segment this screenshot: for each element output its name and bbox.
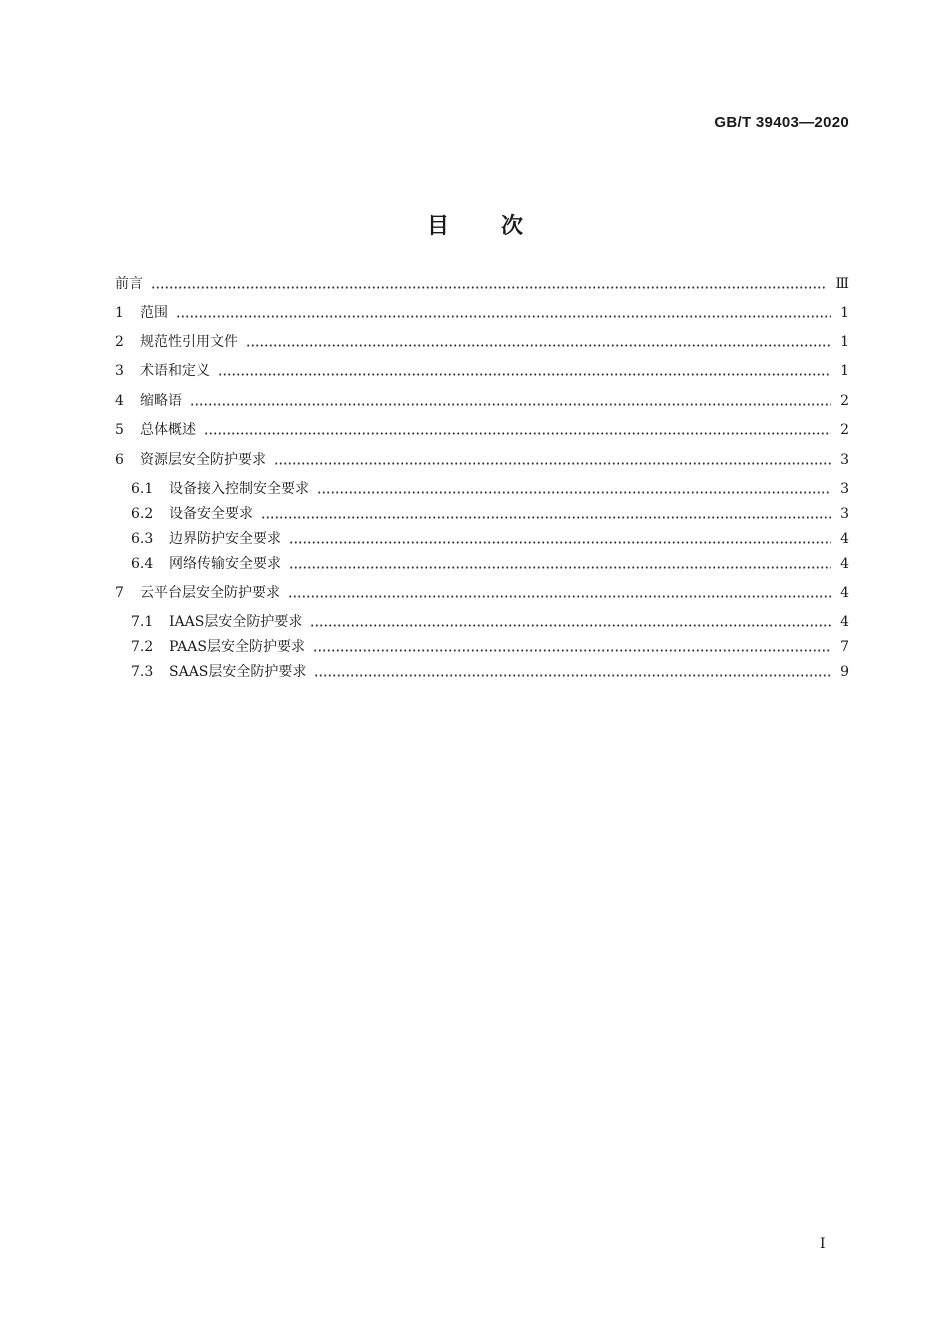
dot-leader [176, 315, 831, 318]
toc-entry-foreword[interactable] [115, 274, 849, 294]
toc-label: 范围 [140, 305, 168, 321]
toc-page: 1 [840, 334, 849, 350]
toc-number: 6.3 [131, 531, 154, 547]
toc-number: 7.2 [131, 639, 154, 655]
toc-entry-4[interactable] [115, 391, 849, 411]
toc-page: 3 [840, 452, 849, 468]
toc-page: 1 [840, 305, 849, 321]
toc-number: 1 [115, 305, 124, 321]
toc-entry-6-3[interactable] [131, 529, 849, 549]
toc-label: 缩略语 [140, 393, 182, 409]
toc-entry-6[interactable] [115, 450, 849, 470]
toc-number: 5 [115, 422, 124, 438]
dot-leader [313, 649, 831, 652]
toc-label: 设备安全要求 [169, 506, 253, 522]
toc-label: IAAS层安全防护要求 [169, 614, 303, 630]
toc-number: 3 [115, 363, 124, 379]
toc-page: 1 [840, 363, 849, 379]
toc-label: 前言 [115, 276, 143, 292]
toc-entry-6-2[interactable] [131, 504, 849, 524]
page-number: I [820, 1236, 826, 1252]
toc-entry-3[interactable] [115, 361, 849, 381]
dot-leader [288, 595, 831, 598]
toc-entry-5[interactable] [115, 420, 849, 440]
toc-entry-7-3[interactable] [131, 662, 849, 682]
toc-page: 3 [840, 481, 849, 497]
dot-leader [274, 462, 831, 465]
dot-leader [190, 403, 831, 406]
toc-page: 4 [840, 614, 849, 630]
toc-page: 4 [840, 585, 849, 601]
standard-code: GB/T 39403—2020 [714, 114, 849, 131]
dot-leader [246, 344, 831, 347]
toc-entry-6-4[interactable] [131, 554, 849, 574]
toc-page: 7 [840, 639, 849, 655]
toc-page: 4 [840, 556, 849, 572]
toc-number: 7.1 [131, 614, 154, 630]
toc-label: 网络传输安全要求 [169, 556, 281, 572]
toc-number: 6 [115, 452, 124, 468]
toc-label: 边界防护安全要求 [169, 531, 281, 547]
toc-page: 2 [840, 393, 849, 409]
toc-number: 7 [115, 585, 124, 601]
toc-label: 资源层安全防护要求 [140, 452, 266, 468]
toc-entry-7-2[interactable] [131, 637, 849, 657]
toc-label: 总体概述 [140, 422, 196, 438]
dot-leader [289, 541, 831, 544]
toc-number: 7.3 [131, 664, 154, 680]
toc-number: 6.4 [131, 556, 154, 572]
toc-label: PAAS层安全防护要求 [169, 639, 305, 655]
dot-leader [218, 373, 831, 376]
toc-label: 术语和定义 [140, 363, 210, 379]
dot-leader [204, 432, 831, 435]
toc-entry-1[interactable] [115, 303, 849, 323]
page-title: 目次 [426, 213, 575, 239]
dot-leader [151, 286, 827, 289]
toc-label: SAAS层安全防护要求 [169, 664, 307, 680]
toc-entry-7[interactable] [115, 583, 849, 603]
dot-leader [310, 624, 831, 627]
toc-entry-2[interactable] [115, 332, 849, 352]
dot-leader [317, 491, 831, 494]
toc-page: 4 [840, 531, 849, 547]
toc-page: 9 [840, 664, 849, 680]
toc-number: 4 [115, 393, 124, 409]
toc-label: 云平台层安全防护要求 [140, 585, 280, 601]
toc-entry-6-1[interactable] [131, 479, 849, 499]
toc-label: 规范性引用文件 [140, 334, 238, 350]
toc-number: 6.1 [131, 481, 154, 497]
toc-page: Ⅲ [835, 276, 849, 292]
dot-leader [289, 566, 831, 569]
toc-number: 6.2 [131, 506, 154, 522]
dot-leader [261, 516, 831, 519]
dot-leader [314, 674, 831, 677]
toc-label: 设备接入控制安全要求 [169, 481, 309, 497]
toc-page: 3 [840, 506, 849, 522]
toc-page: 2 [840, 422, 849, 438]
toc-number: 2 [115, 334, 124, 350]
toc-entry-7-1[interactable] [131, 612, 849, 632]
